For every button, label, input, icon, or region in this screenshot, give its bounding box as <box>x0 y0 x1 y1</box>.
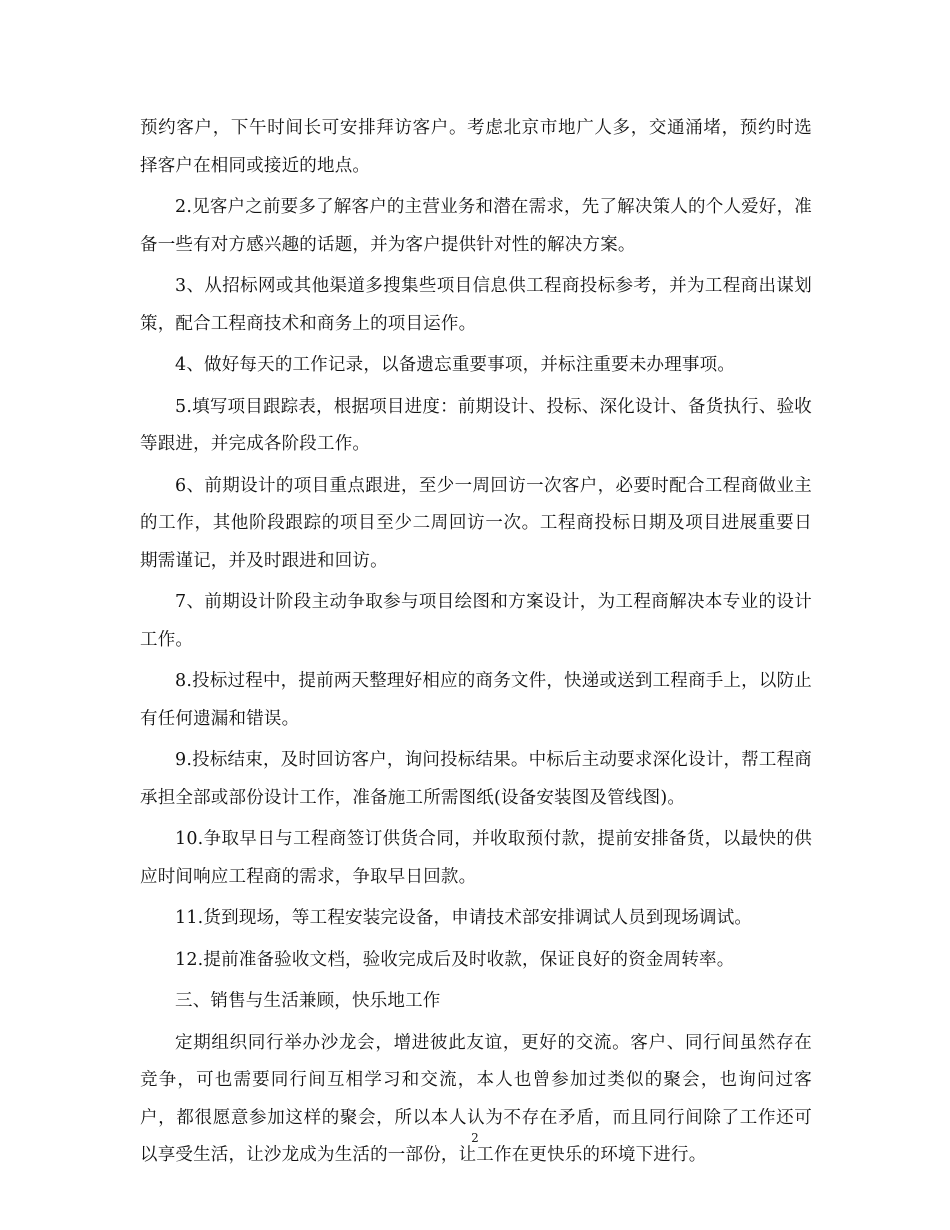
paragraph-2: 2.见客户之前要多了解客户的主营业务和潜在需求，先了解决策人的个人爱好，准备一些有对方感兴趣的话题，并为客户提供针对性的解决方案。 <box>140 197 812 255</box>
paragraph-9: 9.投标结束，及时回访客户，询问投标结果。中标后主动要求深化设计，帮工程商承担全部或部份设计工作，准备施工所需图纸(设备安装图及管线图)。 <box>140 750 812 808</box>
paragraph-1: 预约客户，下午时间长可安排拜访客户。考虑北京市地广人多，交通涌堵，预约时选择客户在相同或接近的地点。 <box>140 118 812 176</box>
paragraph-3: 3、从招标网或其他渠道多搜集些项目信息供工程商投标参考，并为工程商出谋划策，配合工程商技术和商务上的项目运作。 <box>140 276 812 334</box>
paragraph-7: 7、前期设计阶段主动争取参与项目绘图和方案设计，为工程商解决本专业的设计工作。 <box>140 592 812 650</box>
paragraph-11: 11.货到现场，等工程安装完设备，申请技术部安排调试人员到现场调试。 <box>175 908 753 928</box>
paragraph-8: 8.投标过程中，提前两天整理好相应的商务文件，快递或送到工程商手上，以防止有任何遗漏和错误。 <box>140 671 812 729</box>
page-number: 2 <box>471 1131 479 1145</box>
paragraph-5: 5.填写项目跟踪表，根据项目进度：前期设计、投标、深化设计、备货执行、验收等跟进，并完成各阶段工作。 <box>140 396 812 454</box>
paragraph-10: 10.争取早日与工程商签订供货合同，并收取预付款，提前安排备货，以最快的供应时间响应工程商的需求，争取早日回款。 <box>140 829 812 887</box>
paragraph-6: 6、前期设计的项目重点跟进，至少一周回访一次客户，必要时配合工程商做业主的工作，其他阶段跟踪的项目至少二周回访一次。工程商投标日期及项目进展重要日期需谨记，并及时跟进和回访。 <box>140 475 812 571</box>
paragraph-14: 定期组织同行举办沙龙会，增进彼此友谊，更好的交流。客户、同行间虽然存在竞争，可也需要同行间互相学习和交流，本人也曾参加过类似的聚会，也询问过客户，都很愿意参加这样的聚会，所以本人认为不存在矛盾，而且同行间除了工作还可以享受生活，让沙龙成为生活的一部份，让工作在更快乐的环境下进行。 <box>140 1032 812 1165</box>
section-heading: 三、销售与生活兼顾，快乐地工作 <box>175 991 441 1011</box>
document-body <box>140 110 812 1179</box>
paragraph-4: 4、做好每天的工作记录，以备遗忘重要事项，并标注重要未办理事项。 <box>175 355 736 375</box>
paragraph-12: 12.提前准备验收文档，验收完成后及时收款，保证良好的资金周转率。 <box>175 949 735 970</box>
